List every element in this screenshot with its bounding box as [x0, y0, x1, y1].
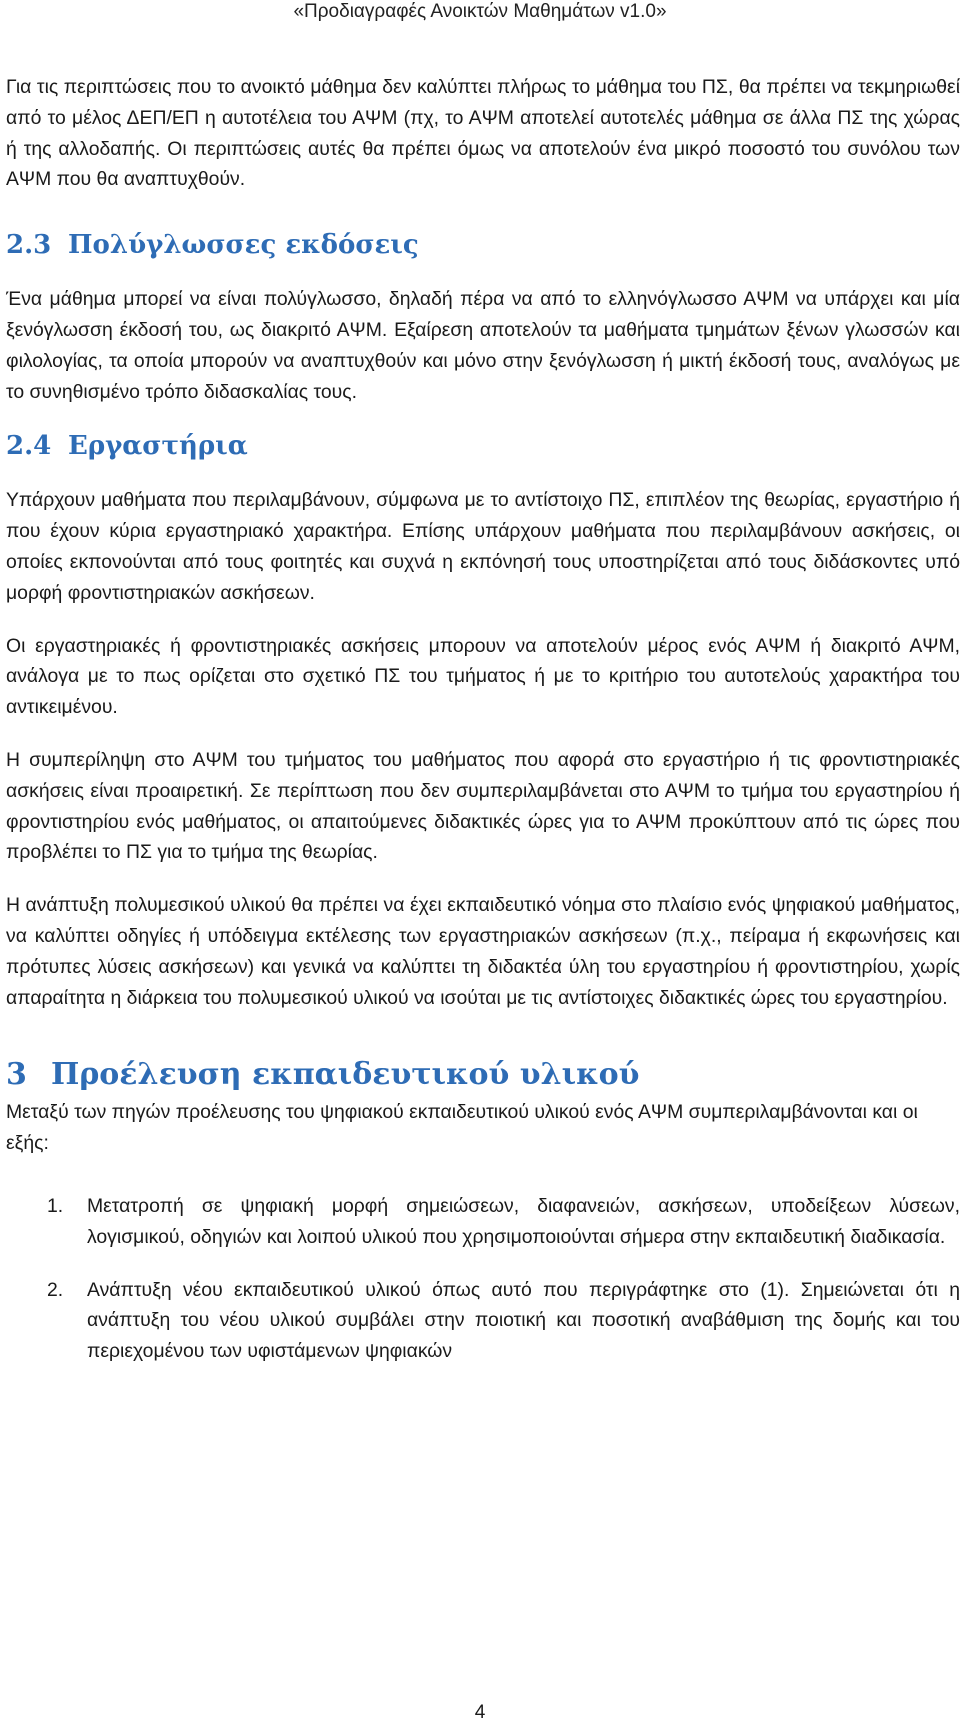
list-marker: 1. [47, 1194, 64, 1217]
chapter-3-intro: Μεταξύ των πηγών προέλευσης του ψηφιακού εκπαιδευτικού υλικού ενός ΑΨΜ συμπεριλαμβάνονται και οι εξής: [6, 1101, 918, 1155]
intro-paragraph: Για τις περιπτώσεις που το ανοικτό μάθημα δεν καλύπτει πλήρως το μάθημα του ΠΣ, θα πρέπει να τεκμηριωθεί από το μέλος ΔΕΠ/ΕΠ η αυτοτέλεια του ΑΨΜ (πχ, το ΑΨΜ αποτελεί αυτοτελές μάθημα σε άλλα ΠΣ της χώρας ή της αλλοδαπής. Οι περιπτώσεις αυτές θα πρέπει όμως να αποτελούν ένα μικρό ποσοστό του συνόλου των ΑΨΜ που θα αναπτυχθούν. [6, 76, 960, 191]
section-title: Εργαστήρια [68, 431, 248, 462]
section-2-3-heading [6, 228, 960, 262]
chapter-number: 3 [6, 1057, 27, 1093]
page-number: 4 [474, 1702, 486, 1723]
running-header: «Προδιαγραφές Ανοικτών Μαθημάτων v1.0» [293, 1, 667, 22]
section-2-4-heading [6, 429, 960, 463]
section-2-4-paragraph-4: Η ανάπτυξη πολυμεσικού υλικού θα πρέπει να έχει εκπαιδευτικό νόημα στο πλαίσιο ενός ψηφιακού μαθήματος, να καλύπτει οδηγίες ή υπόδειγμα εκτέλεσης των εργαστηριακών ασκήσεων (π.χ., πείραμα ή εκφωνήσεις και πρότυπες λύσεις ασκήσεων) και γενικά να καλύπτει τη διδακτέα ύλη του εργαστηρίου ή φροντιστηρίου, χωρίς απαραίτητα η διάρκεια του πολυμεσικού υλικού να ισούται με τις αντίστοιχες διδακτικές ώρες του εργαστηρίου. [6, 894, 960, 1009]
page-content [6, 72, 960, 1367]
sources-list [6, 1191, 960, 1367]
section-2-4-paragraph-1: Υπάρχουν μαθήματα που περιλαμβάνουν, σύμφωνα με το αντίστοιχο ΠΣ, επιπλέον της θεωρίας, εργαστήριο ή που έχουν κύρια εργαστηριακό χαρακτήρα. Επίσης υπάρχουν μαθήματα που περιλαμβάνουν ασκήσεις, οι οποίες εκπονούνται από τους φοιτητές και συχνά η εκπόνησή τους υποστηρίζεται από τους διδάσκοντες υπό μορφή φροντιστηριακών ασκήσεων. [6, 489, 960, 604]
section-2-4-paragraph-3: Η συμπερίληψη στο ΑΨΜ του τμήματος του μαθήματος που αφορά στο εργαστήριο ή τις φροντιστηριακές ασκήσεις είναι προαιρετική. Σε περίπτωση που δεν συμπεριλαμβάνεται στο ΑΨΜ το τμήμα του εργαστηρίου ή φροντιστηρίου ενός μαθήματος, οι απαιτούμενες διδακτικές ώρες για το ΑΨΜ προκύπτουν από τις ώρες που προβλέπει το ΠΣ για το τμήμα της θεωρίας. [6, 748, 960, 864]
section-2-3-paragraph: Ένα μάθημα μπορεί να είναι πολύγλωσσο, δηλαδή πέρα να από το ελληνόγλωσσο ΑΨΜ να υπάρχει και μία ξενόγλωσση έκδοσή του, ως διακριτό ΑΨΜ. Εξαίρεση αποτελούν τα μαθήματα τμημάτων ξένων γλωσσών και φιλολογίας, τα οποία μπορούν να αναπτυχθούν και μόνο στην ξενόγλωσση ή μικτή έκδοσή τους, αναλόγως με το συνηθισμένο τρόπο διδασκαλίας τους. [6, 288, 960, 403]
chapter-3-heading [6, 1055, 960, 1095]
section-number: 2.3 [6, 230, 52, 261]
list-item [6, 1275, 960, 1367]
list-item-text: Μετατροπή σε ψηφιακή μορφή σημειώσεων, διαφανειών, ασκήσεων, υποδείξεων λύσεων, λογισμικού, οδηγιών και λοιπού υλικού που χρησιμοποιούνται σήμερα στην εκπαιδευτική διαδικασία. [87, 1194, 960, 1248]
chapter-title: Προέλευση εκπαιδευτικού υλικού [51, 1057, 640, 1093]
list-marker: 2. [47, 1278, 64, 1301]
section-number: 2.4 [6, 431, 52, 462]
list-item-text: Ανάπτυξη νέου εκπαιδευτικού υλικού όπως αυτό που περιγράφτηκε στο (1). Σημειώνεται ότι η ανάπτυξη του νέου υλικού συμβάλει στην ποιοτική και ποσοτική αναβάθμιση της δομής και του περιεχομένου των υφιστάμενων ψηφιακών [87, 1278, 960, 1363]
section-title: Πολύγλωσσες εκδόσεις [68, 230, 419, 261]
list-item [6, 1191, 960, 1253]
section-2-4-paragraph-2: Οι εργαστηριακές ή φροντιστηριακές ασκήσεις μπορουν να αποτελούν μέρος ενός ΑΨΜ ή διακριτό ΑΨΜ, ανάλογα με το πως ορίζεται στο σχετικό ΠΣ του τμήματος ή με το κριτήριο του αυτοτελούς χαρακτήρα του αντικειμένου. [6, 634, 960, 719]
